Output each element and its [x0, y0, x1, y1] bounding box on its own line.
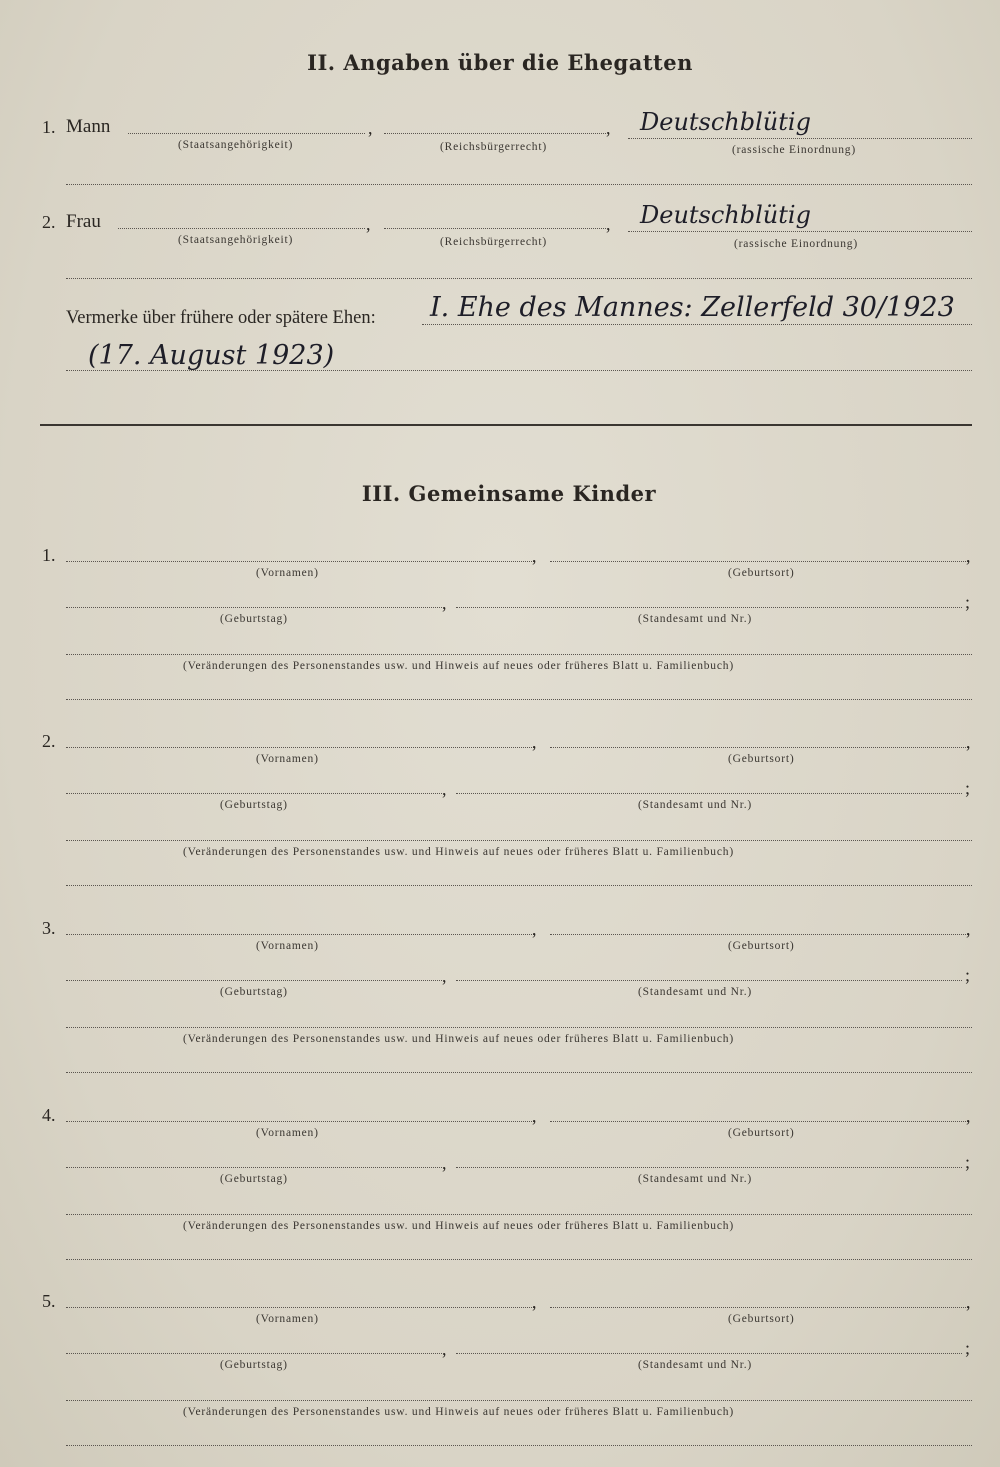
- caption-registry: (Standesamt und Nr.): [638, 613, 753, 625]
- child-birthday-field[interactable]: [66, 793, 442, 794]
- caption-birthplace: (Geburtsort): [728, 940, 795, 952]
- child-changes-line-2[interactable]: [66, 1445, 972, 1446]
- caption-citizenship: (Staatsangehörigkeit): [178, 234, 294, 246]
- comma: ,: [532, 919, 537, 939]
- semicolon: ;: [965, 592, 971, 612]
- comma: ,: [442, 1339, 447, 1359]
- child-registry-field[interactable]: [456, 980, 962, 981]
- husband-extra-line[interactable]: [66, 184, 972, 185]
- comma: ,: [442, 779, 447, 799]
- child-changes-field[interactable]: [66, 840, 972, 841]
- caption-changes: (Veränderungen des Personenstandes usw. und Hinweis auf neues oder früheres Blatt u. Familienbuch): [183, 1406, 734, 1418]
- caption-registry: (Standesamt und Nr.): [638, 799, 753, 811]
- caption-first-names: (Vornamen): [256, 1127, 319, 1139]
- husband-number: 1.: [42, 117, 56, 137]
- caption-changes: (Veränderungen des Personenstandes usw. und Hinweis auf neues oder früheres Blatt u. Familienbuch): [183, 846, 734, 858]
- child-number: 5.: [42, 1291, 56, 1311]
- child-first-names-field[interactable]: [66, 1121, 534, 1122]
- section-3-title: III. Gemeinsame Kinder: [361, 481, 657, 506]
- caption-birthplace: (Geburtsort): [728, 753, 795, 765]
- semicolon: ;: [965, 1152, 971, 1172]
- child-birthday-field[interactable]: [66, 980, 442, 981]
- comma: ,: [532, 1106, 537, 1126]
- comma: ,: [606, 214, 611, 234]
- semicolon: ;: [965, 965, 971, 985]
- child-first-names-field[interactable]: [66, 561, 534, 562]
- child-changes-field[interactable]: [66, 1400, 972, 1401]
- remarks-line-1[interactable]: [422, 324, 972, 325]
- caption-birthday: (Geburtstag): [220, 1173, 288, 1185]
- caption-birthday: (Geburtstag): [220, 799, 288, 811]
- remarks-label: Vermerke über frühere oder spätere Ehen:: [66, 308, 376, 328]
- wife-citizenship-field[interactable]: [118, 228, 365, 229]
- child-changes-line-2[interactable]: [66, 699, 972, 700]
- caption-birthplace: (Geburtsort): [728, 1127, 795, 1139]
- child-birthplace-field[interactable]: [550, 934, 968, 935]
- caption-first-names: (Vornamen): [256, 753, 319, 765]
- semicolon: ;: [965, 778, 971, 798]
- child-number: 3.: [42, 918, 56, 938]
- wife-label: Frau: [66, 211, 101, 232]
- section-divider: [40, 424, 972, 426]
- child-number: 4.: [42, 1105, 56, 1125]
- comma: ,: [442, 593, 447, 613]
- comma: ,: [966, 1292, 971, 1312]
- child-birthplace-field[interactable]: [550, 561, 968, 562]
- husband-racial-field[interactable]: [628, 138, 972, 139]
- child-changes-line-2[interactable]: [66, 1072, 972, 1073]
- child-first-names-field[interactable]: [66, 747, 534, 748]
- wife-racial-handwriting: Deutschblütig: [640, 201, 811, 229]
- child-number: 1.: [42, 545, 56, 565]
- caption-birthplace: (Geburtsort): [728, 567, 795, 579]
- comma: ,: [532, 546, 537, 566]
- comma: ,: [366, 214, 371, 234]
- caption-citizenship: (Staatsangehörigkeit): [178, 139, 294, 151]
- comma: ,: [966, 546, 971, 566]
- child-changes-field[interactable]: [66, 1027, 972, 1028]
- caption-first-names: (Vornamen): [256, 1313, 319, 1325]
- husband-citizenship-field[interactable]: [128, 133, 365, 134]
- husband-reich-citizenship-field[interactable]: [384, 133, 606, 134]
- caption-birthplace: (Geburtsort): [728, 1313, 795, 1325]
- caption-registry: (Standesamt und Nr.): [638, 1359, 753, 1371]
- caption-first-names: (Vornamen): [256, 940, 319, 952]
- comma: ,: [966, 732, 971, 752]
- child-registry-field[interactable]: [456, 1353, 962, 1354]
- comma: ,: [442, 966, 447, 986]
- child-changes-field[interactable]: [66, 1214, 972, 1215]
- child-registry-field[interactable]: [456, 607, 962, 608]
- wife-extra-line[interactable]: [66, 278, 972, 279]
- comma: ,: [368, 118, 373, 138]
- caption-changes: (Veränderungen des Personenstandes usw. und Hinweis auf neues oder früheres Blatt u. Familienbuch): [183, 1220, 734, 1232]
- semicolon: ;: [965, 1338, 971, 1358]
- child-registry-field[interactable]: [456, 1167, 962, 1168]
- child-number: 2.: [42, 731, 56, 751]
- comma: ,: [532, 1292, 537, 1312]
- wife-number: 2.: [42, 212, 56, 232]
- child-first-names-field[interactable]: [66, 934, 534, 935]
- child-birthplace-field[interactable]: [550, 747, 968, 748]
- section-2-title: II. Angaben über die Ehegatten: [307, 50, 693, 75]
- caption-first-names: (Vornamen): [256, 567, 319, 579]
- comma: ,: [532, 732, 537, 752]
- husband-racial-handwriting: Deutschblütig: [640, 108, 811, 136]
- child-birthday-field[interactable]: [66, 1353, 442, 1354]
- child-registry-field[interactable]: [456, 793, 962, 794]
- wife-racial-field[interactable]: [628, 231, 972, 232]
- caption-reich-citizenship: (Reichsbürgerrecht): [440, 141, 547, 153]
- child-first-names-field[interactable]: [66, 1307, 534, 1308]
- child-birthplace-field[interactable]: [550, 1121, 968, 1122]
- caption-registry: (Standesamt und Nr.): [638, 986, 753, 998]
- caption-birthday: (Geburtstag): [220, 986, 288, 998]
- caption-changes: (Veränderungen des Personenstandes usw. und Hinweis auf neues oder früheres Blatt u. Familienbuch): [183, 1033, 734, 1045]
- caption-changes: (Veränderungen des Personenstandes usw. und Hinweis auf neues oder früheres Blatt u. Familienbuch): [183, 660, 734, 672]
- caption-birthday: (Geburtstag): [220, 613, 288, 625]
- caption-registry: (Standesamt und Nr.): [638, 1173, 753, 1185]
- child-birthday-field[interactable]: [66, 1167, 442, 1168]
- remarks-handwriting-2: (17. August 1923): [88, 340, 335, 371]
- caption-reich-citizenship: (Reichsbürgerrecht): [440, 236, 547, 248]
- caption-birthday: (Geburtstag): [220, 1359, 288, 1371]
- wife-reich-citizenship-field[interactable]: [384, 228, 606, 229]
- caption-racial: (rassische Einordnung): [734, 238, 858, 250]
- caption-racial: (rassische Einordnung): [732, 144, 856, 156]
- child-changes-field[interactable]: [66, 654, 972, 655]
- child-changes-line-2[interactable]: [66, 885, 972, 886]
- child-birthday-field[interactable]: [66, 607, 442, 608]
- comma: ,: [966, 919, 971, 939]
- remarks-handwriting-1: I. Ehe des Mannes: Zellerfeld 30/1923: [430, 292, 955, 323]
- husband-label: Mann: [66, 116, 111, 137]
- comma: ,: [606, 118, 611, 138]
- child-birthplace-field[interactable]: [550, 1307, 968, 1308]
- child-changes-line-2[interactable]: [66, 1259, 972, 1260]
- comma: ,: [442, 1153, 447, 1173]
- comma: ,: [966, 1106, 971, 1126]
